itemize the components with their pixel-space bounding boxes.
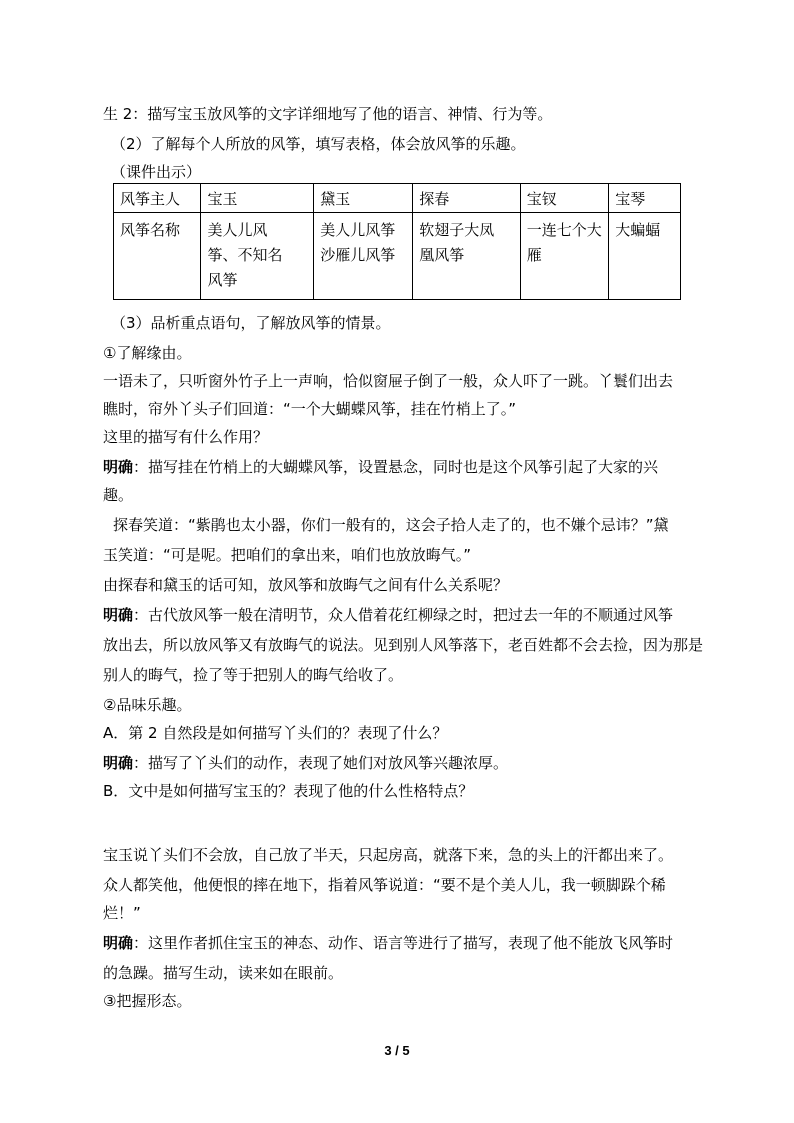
table-header-cell: 宝钗	[520, 184, 609, 213]
answer-2-line-1	[103, 605, 673, 625]
table-cell-line: 软翅子大凤	[419, 221, 495, 239]
table-cell	[520, 213, 609, 300]
table-cell-line: 一连七个大雁	[526, 221, 602, 264]
answer-2-line-3: 别人的晦气，捡了等于把别人的晦气给收了。	[103, 666, 404, 684]
question-b: B．文中是如何描写宝玉的？表现了他的什么性格特点？	[103, 782, 474, 800]
answer-label: 明确	[103, 458, 134, 476]
answer-text: ：古代放风筝一般在清明节，众人借着花红柳绿之时，把过去一年的不顺通过风筝	[133, 606, 674, 624]
table-header-cell: 宝玉	[201, 184, 314, 213]
table-header-row	[114, 184, 681, 213]
section-3-heading: ③把握形态。	[103, 992, 192, 1010]
quote-2-line-2: 玉笑道：“可是呢。把咱们的拿出来，咱们也放放晦气。”	[103, 546, 472, 564]
table-row	[114, 213, 681, 300]
table-cell-line: 凰风筝	[419, 246, 465, 264]
table-cell	[413, 213, 520, 300]
question-2: 由探春和黛玉的话可知，放风筝和放晦气之间有什么关系呢？	[103, 576, 509, 594]
question-a: A．第 2 自然段是如何描写丫头们的？表现了什么？	[103, 724, 448, 742]
task-3-heading: （3）品析重点语句，了解放风筝的情景。	[111, 314, 391, 332]
answer-text: ：这里作者抓住宝玉的神态、动作、语言等进行了描写，表现了他不能放飞风筝时	[133, 934, 674, 952]
answer-text: ：描写了丫头们的动作，表现了她们对放风筝兴趣浓厚。	[133, 754, 509, 772]
table-cell	[201, 213, 314, 300]
section-2-heading: ②品味乐趣。	[103, 696, 192, 714]
page-number: 3 / 5	[384, 1043, 410, 1058]
question-1: 这里的描写有什么作用？	[103, 428, 269, 446]
table-cell-line: 大蝙蝠	[615, 221, 661, 239]
table-cell-line: 美人儿风筝	[320, 221, 396, 239]
answer-label: 明确	[103, 754, 134, 772]
quote-3-line-3: 烂！”	[103, 904, 141, 922]
answer-label: 明确	[103, 934, 134, 952]
answer-b-line-1	[103, 933, 673, 953]
answer-text: ：描写挂在竹梢上的大蝴蝶风筝，设置悬念，同时也是这个风筝引起了大家的兴	[133, 458, 659, 476]
table-header-cell: 黛玉	[314, 184, 413, 213]
answer-a	[103, 753, 508, 773]
table-cell-line: 筝、不知名	[207, 246, 283, 264]
table-cell-line: 风筝	[207, 271, 238, 289]
quote-1-line-1: 一语未了，只听窗外竹子上一声响，恰似窗屉子倒了一般，众人吓了一跳。丫鬟们出去	[103, 372, 674, 390]
courseware-note: （课件出示）	[111, 163, 202, 181]
student-answer-2: 生 2：描写宝玉放风筝的文字详细地写了他的语言、神情、行为等。	[103, 105, 553, 123]
kite-owner-table	[113, 183, 681, 300]
table-cell	[609, 213, 681, 300]
table-cell-line: 美人儿风	[207, 221, 268, 239]
table-cell-line: 沙雁儿风筝	[320, 246, 396, 264]
quote-2-line-1: 探春笑道：“紫鹃也太小器，你们一般有的，这会子拾人走了的，也不嫌个忌讳？”黛	[113, 516, 669, 534]
table-cell	[314, 213, 413, 300]
quote-3-line-1: 宝玉说丫头们不会放，自己放了半天，只起房高，就落下来，急的头上的汗都出来了。	[103, 846, 674, 864]
task-2-heading: （2）了解每个人所放的风筝，填写表格，体会放风筝的乐趣。	[111, 135, 526, 153]
table-row-label: 风筝名称	[114, 213, 201, 300]
answer-1-line-1	[103, 457, 658, 477]
answer-label: 明确	[103, 606, 134, 624]
table-header-cell: 宝琴	[609, 184, 681, 213]
answer-1-line-2: 趣。	[103, 486, 134, 504]
table-header-cell: 探春	[413, 184, 520, 213]
answer-b-line-2: 的急躁。描写生动，读来如在眼前。	[103, 964, 344, 982]
answer-2-line-2: 放出去，所以放风筝又有放晦气的说法。见到别人风筝落下，老百姓都不会去捡，因为那是	[103, 636, 704, 654]
quote-1-line-2: 瞧时，帘外丫头子们回道：“一个大蝴蝶风筝，挂在竹梢上了。”	[103, 400, 517, 418]
table-header-cell: 风筝主人	[114, 184, 201, 213]
quote-3-line-2: 众人都笑他，他便恨的摔在地下，指着风筝说道：“要不是个美人儿，我一顿脚跺个稀	[103, 876, 666, 894]
section-1-heading: ①了解缘由。	[103, 344, 192, 362]
